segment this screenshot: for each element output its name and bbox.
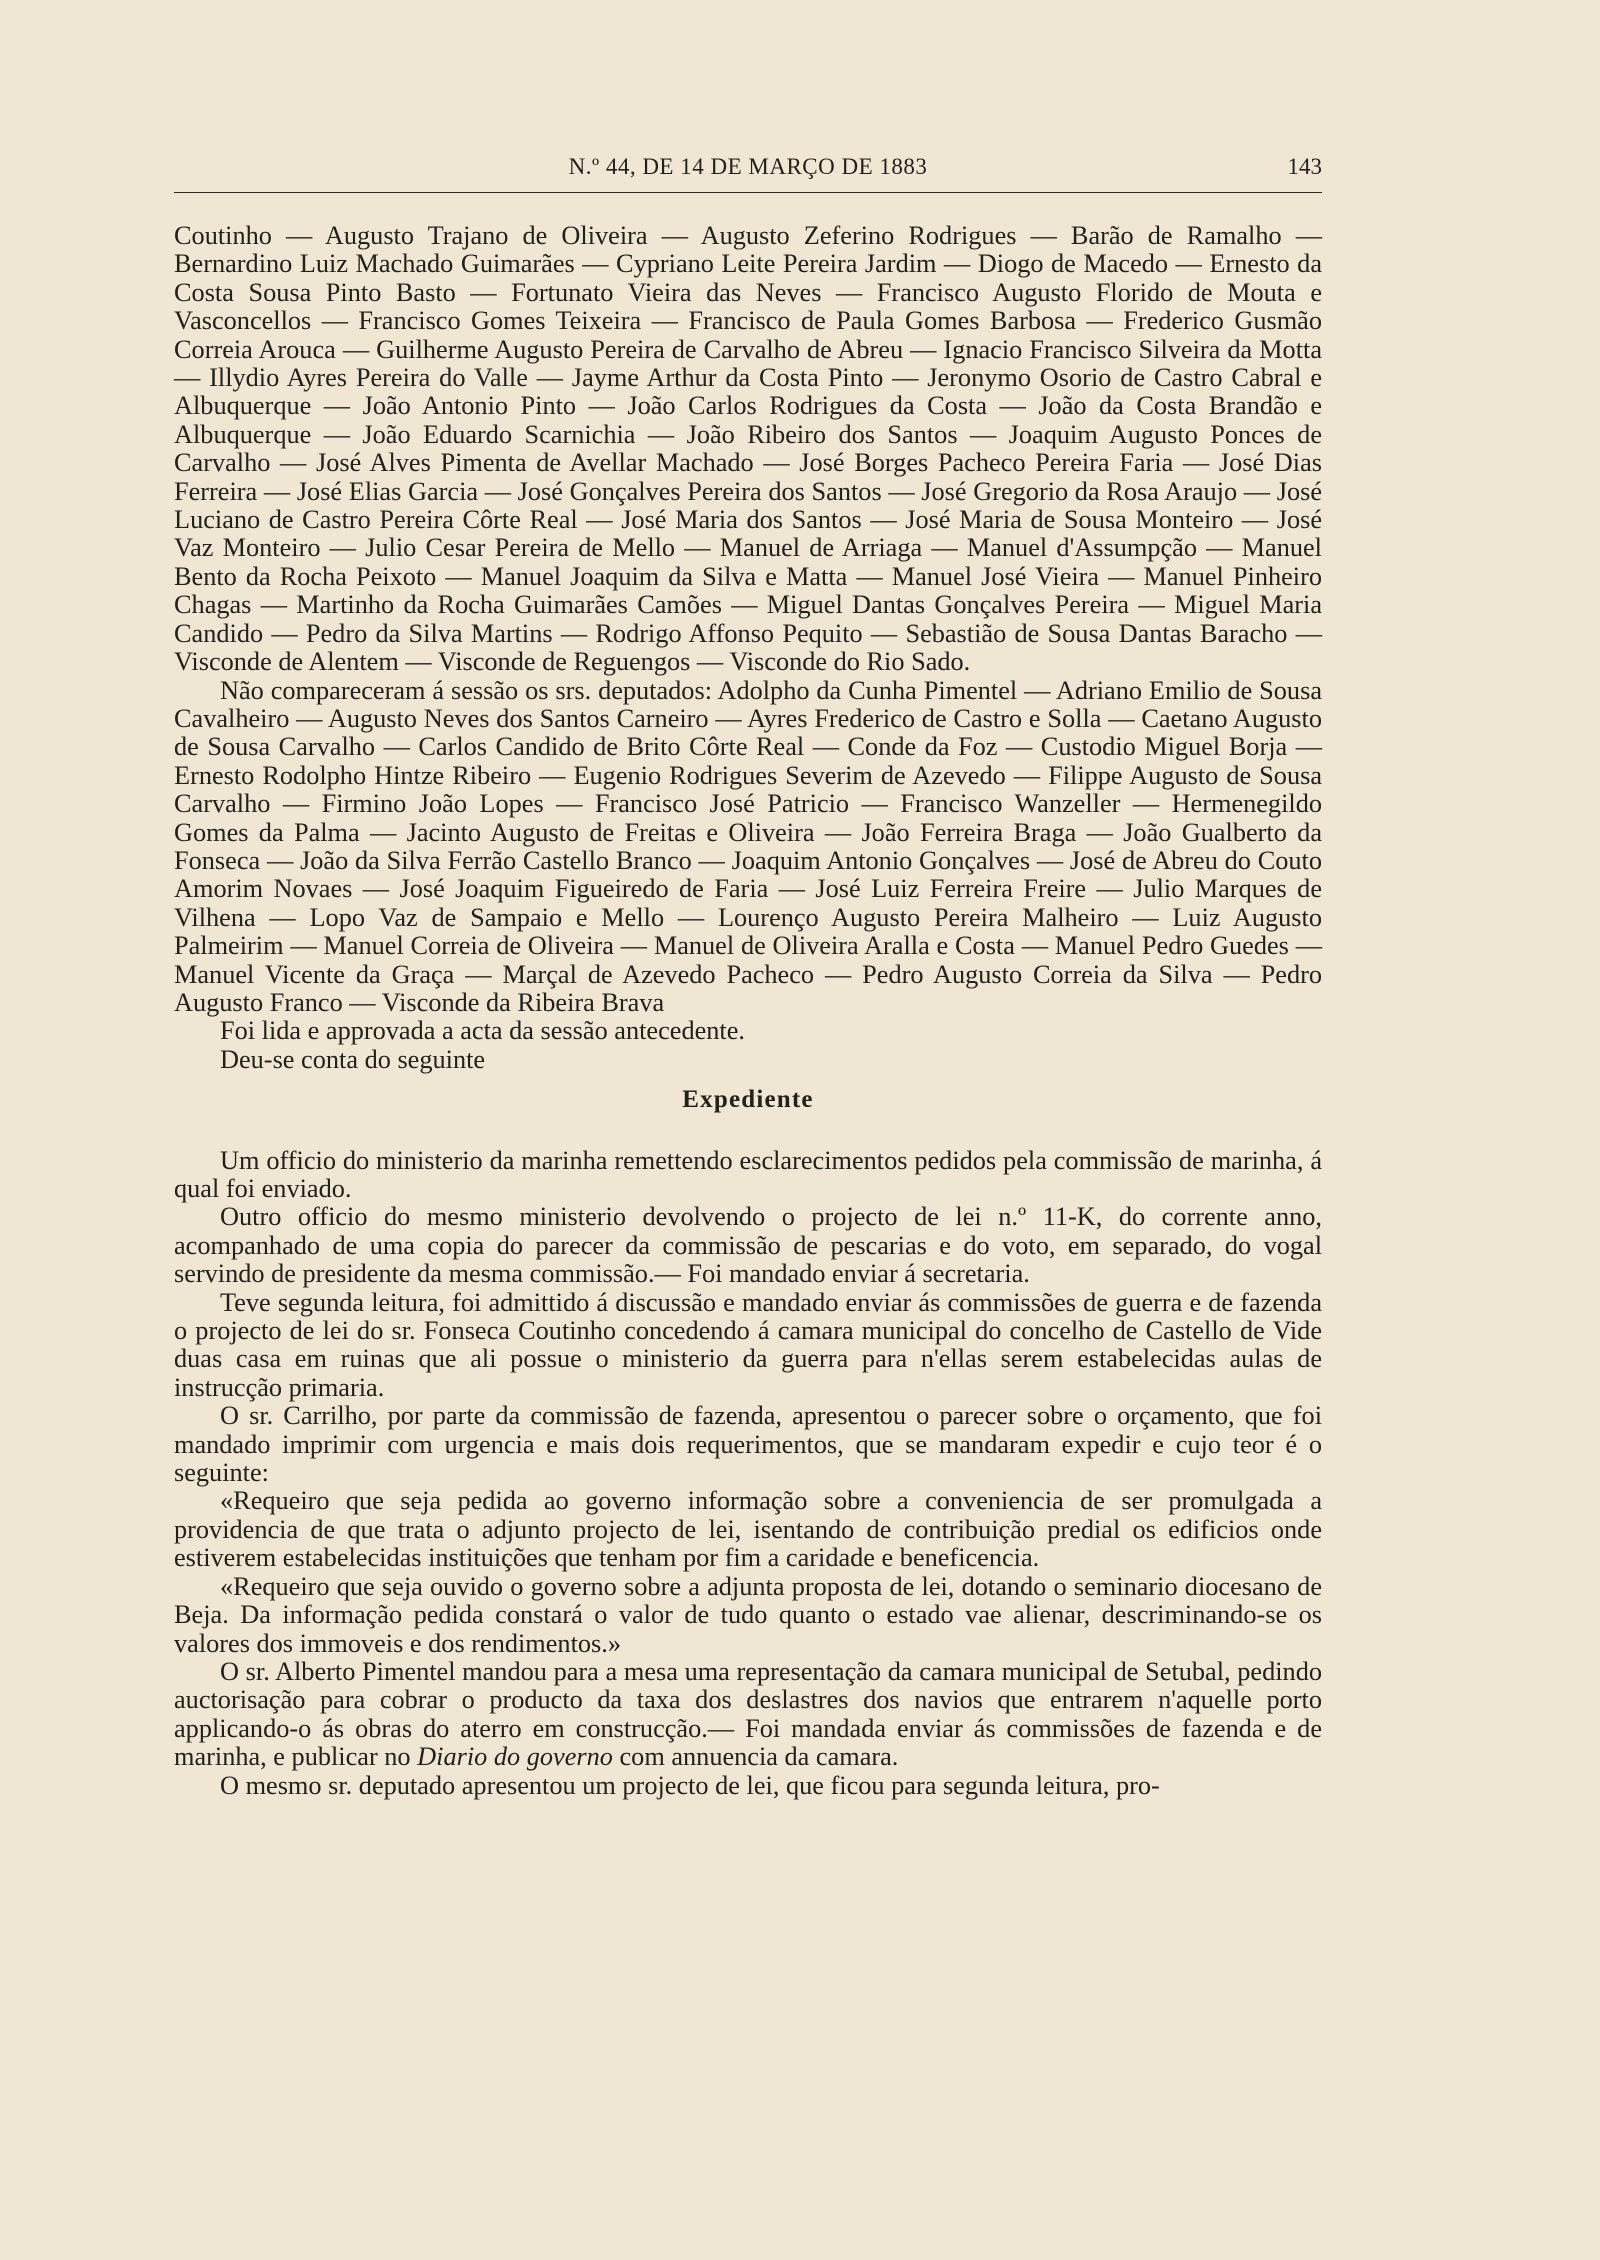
section-title-expediente: Expediente: [682, 1086, 814, 1114]
absent-deputies-list: Não compareceram á sessão os srs. deputados: Adolpho da Cunha Pimentel — Adriano Emilio de Sousa Cavalheiro — Augusto Neves dos Santos Carneiro — Ayres Frederico de Castro e Solla — Caetano Augusto de Sousa Carvalho — Carlos Candido de Brito Côrte Real — Conde da Foz — Custodio Miguel Borja — Ernesto Rodolpho Hintze Ribeiro — Eugenio Rodrigues Severim de Azevedo — Filippe Augusto de Sousa Carvalho — Firmino João Lopes — Francisco José Patricio — Francisco Wanzeller — Hermenegildo Gomes da Palma — Jacinto Augusto de Freitas e Oliveira — João Ferreira Braga — João Gualberto da Fonseca — João da Silva Ferrão Castello Branco — Joaquim Antonio Gonçalves — José de Abreu do Couto Amorim Novaes — José Joaquim Figueiredo de Faria — José Luiz Ferreira Freire — Julio Marques de Vilhena — Lopo Vaz de Sampaio e Mello — Lourenço Augusto Pereira Malheiro — Luiz Augusto Palmeirim — Manuel Correia de Oliveira — Manuel de Oliveira Aralla e Costa — Manuel Pedro Guedes — Manuel Vicente da Graça — Marçal de Azevedo Pacheco — Pedro Augusto Correia da Silva — Pedro Augusto Franco — Visconde da Ribeira Brava: [174, 675, 1322, 1017]
paragraph-5: «Requeiro que seja pedida ao governo informação sobre a conveniencia de ser promulgada a providencia de que trata o adjunto projecto de lei, isentando de contribuição predial os edificios onde estiverem estabelecidas instituições que tenham por fim a caridade e beneficencia.: [174, 1486, 1322, 1573]
paragraph-1: Um officio do ministerio da marinha remettendo esclarecimentos pedidos pela commissão de marinha, á qual foi enviado.: [174, 1145, 1322, 1203]
expediente-intro: Deu-se conta do seguinte: [220, 1044, 486, 1074]
page-header: [174, 152, 1322, 193]
acta-approval: Foi lida e approvada a acta da sessão antecedente.: [220, 1016, 745, 1046]
paragraph-6: «Requeiro que seja ouvido o governo sobre a adjunta proposta de lei, dotando o seminario diocesano de Beja. Da informação pedida constará o valor de tudo quanto o estado vae alienar, descriminando-se os valores dos immoveis e dos rendimentos.»: [174, 1571, 1322, 1658]
issue-title: N.º 44, DE 14 DE MARÇO DE 1883: [568, 154, 928, 179]
present-deputies-list: Coutinho — Augusto Trajano de Oliveira — Augusto Zeferino Rodrigues — Barão de Ramalho — Bernardino Luiz Machado Guimarães — Cypriano Leite Pereira Jardim — Diogo de Macedo — Ernesto da Costa Sousa Pinto Basto — Fortunato Vieira das Neves — Francisco Augusto Florido de Mouta e Vasconcellos — Francisco Gomes Teixeira — Francisco de Paula Gomes Barbosa — Frederico Gusmão Correia Arouca — Guilherme Augusto Pereira de Carvalho de Abreu — Ignacio Francisco Silveira da Motta — Illydio Ayres Pereira do Valle — Jayme Arthur da Costa Pinto — Jeronymo Osorio de Castro Cabral e Albuquerque — João Antonio Pinto — João Carlos Rodrigues da Costa — João da Costa Brandão e Albuquerque — João Eduardo Scarnichia — João Ribeiro dos Santos — Joaquim Augusto Ponces de Carvalho — José Alves Pimenta de Avellar Machado — José Borges Pacheco Pereira Faria — José Dias Ferreira — José Elias Garcia — José Gonçalves Pereira dos Santos — José Gregorio da Rosa Araujo — José Luciano de Castro Pereira Côrte Real — José Maria dos Santos — José Maria de Sousa Monteiro — José Vaz Monteiro — Julio Cesar Pereira de Mello — Manuel de Arriaga — Manuel d'Assumpção — Manuel Bento da Rocha Peixoto — Manuel Joaquim da Silva e Matta — Manuel José Vieira — Manuel Pinheiro Chagas — Martinho da Rocha Guimarães Camões — Miguel Dantas Gonçalves Pereira — Miguel Maria Candido — Pedro da Silva Martins — Rodrigo Affonso Pequito — Sebastião de Sousa Dantas Baracho — Visconde de Alentem — Visconde de Reguengos — Visconde do Rio Sado.: [174, 221, 1322, 677]
paragraph-3: Teve segunda leitura, foi admittido á discussão e mandado enviar ás commissões de guerra e de fazenda o projecto de lei do sr. Fonseca Coutinho concedendo á camara municipal do concelho de Castello de Vide duas casa em ruinas que ali possue o ministerio da guerra para n'ellas serem estabelecidas aulas de instrucção primaria.: [174, 1287, 1322, 1402]
diario-do-governo-title: Diario do governo: [417, 1742, 613, 1772]
paragraph-8: O mesmo sr. deputado apresentou um projecto de lei, que ficou para segunda leitura, pro-: [220, 1770, 1160, 1800]
paragraph-7-text: O sr. Alberto Pimentel mandou para a mesa uma representação da camara municipal de Setubal, pedindo auctorisação para cobrar o producto da taxa dos deslastres dos navios que entrarem n'aquelle porto applicando-o ás obras do aterro em construcção.— Foi mandada enviar ás commissões de fazenda e de marinha, e publicar no: [174, 1656, 1322, 1772]
page-number: 143: [1287, 154, 1322, 179]
paragraph-7-end: com annuencia da camara.: [612, 1742, 899, 1772]
paragraph-2: Outro officio do mesmo ministerio devolvendo o projecto de lei n.º 11-K, do corrente anno, acompanhado de uma copia do parecer da commissão de pescarias e do voto, em separado, do vogal servindo de presidente da mesma commissão.— Foi mandado enviar á secretaria.: [174, 1202, 1322, 1289]
paragraph-7: [174, 1658, 1322, 1772]
paragraph-4: O sr. Carrilho, por parte da commissão de fazenda, apresentou o parecer sobre o orçamento, que foi mandado imprimir com urgencia e mais dois requerimentos, que se mandaram expedir e cujo teor é o seguinte:: [174, 1401, 1322, 1488]
article-body: [174, 222, 1322, 1800]
